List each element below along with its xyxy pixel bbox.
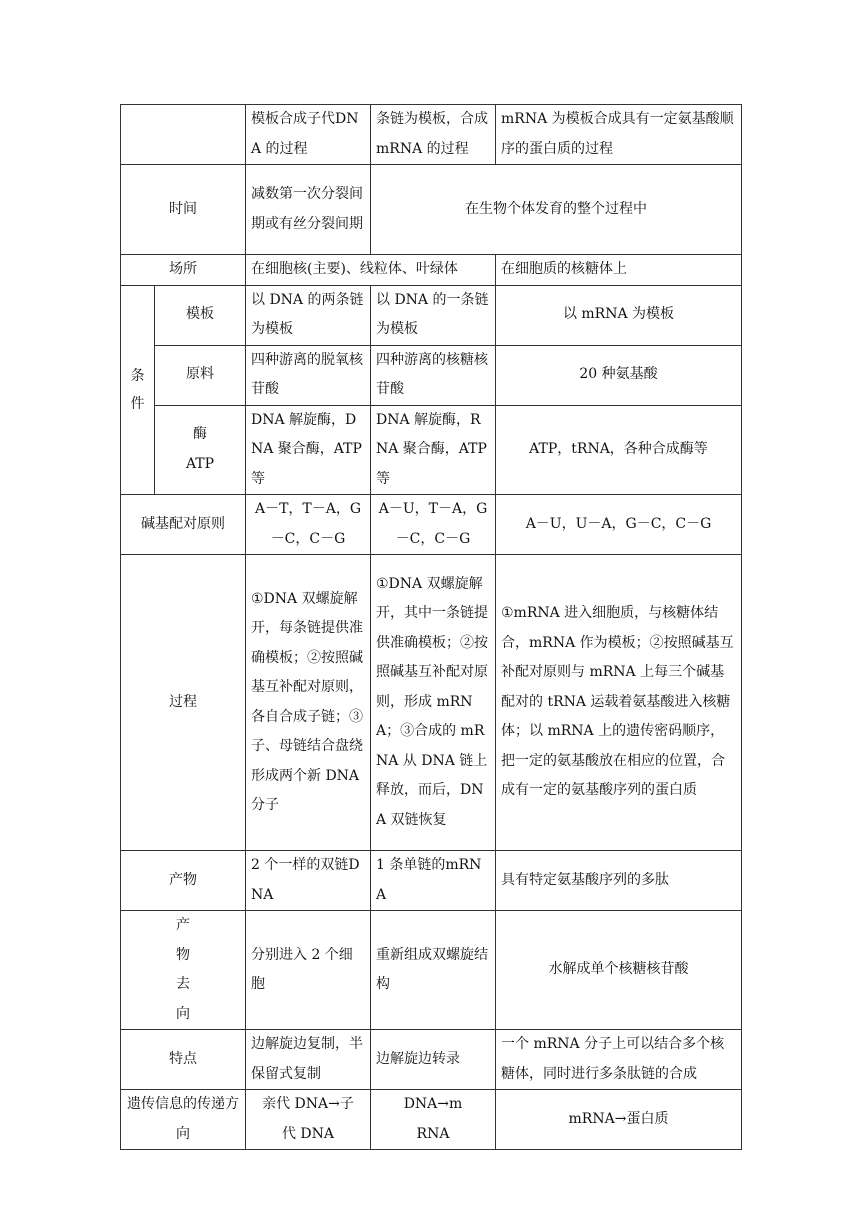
table-row-time bbox=[121, 165, 742, 255]
row-label-material: 原料 bbox=[155, 345, 246, 405]
table-row-product bbox=[121, 851, 742, 911]
table-row-top bbox=[121, 105, 742, 165]
row-label-direction: 遗传信息的传递方向 bbox=[121, 1090, 246, 1150]
translation-product: 具有特定氨基酸序列的多肽 bbox=[496, 851, 742, 911]
replication-process: ①DNA 双螺旋解开，每条链提供准确模板；②按照碱基互补配对原则，各自合成子链；③子、母链结合盘绕形成两个新 DNA 分子 bbox=[246, 555, 371, 851]
row-label-pairing: 碱基配对原则 bbox=[121, 495, 246, 555]
replication-pairing: A－T，T－A，G－C，C－G bbox=[246, 495, 371, 555]
replication-template: 以 DNA 的两条链为模板 bbox=[246, 285, 371, 345]
replication-enzyme: DNA 解旋酶，DNA 聚合酶，ATP 等 bbox=[246, 405, 371, 495]
translation-material: 20 种氨基酸 bbox=[496, 345, 742, 405]
translation-process: ①mRNA 进入细胞质，与核糖体结合，mRNA 作为模板；②按照碱基互补配对原则与 mRNA 上每三个碱基配对的 tRNA 运载着氨基酸进入核糖体；以 mRNA 上的遗传密码顺序，把一定的氨基酸放在相应的位置，合成有一定的氨基酸序列的蛋白质 bbox=[496, 555, 742, 851]
translation-destination: 水解成单个核糖核苷酸 bbox=[496, 911, 742, 1030]
row-label-time: 时间 bbox=[121, 165, 246, 255]
transcription-product: 1 条单链的mRNA bbox=[371, 851, 496, 911]
replication-feature: 边解旋边复制，半保留式复制 bbox=[246, 1030, 371, 1090]
replication-product: 2 个一样的双链DNA bbox=[246, 851, 371, 911]
empty-cell bbox=[121, 105, 246, 165]
table-row-material bbox=[121, 345, 742, 405]
atp-label: ATP bbox=[185, 455, 215, 472]
table-row-enzyme bbox=[121, 405, 742, 495]
row-label-feature: 特点 bbox=[121, 1030, 246, 1090]
table-row-destination bbox=[121, 911, 742, 1030]
translation-template: 以 mRNA 为模板 bbox=[496, 285, 742, 345]
transcription-process: ①DNA 双螺旋解开，其中一条链提供准确模板；②按照碱基互补配对原则，形成 mRNA；③合成的 mRNA 从 DNA 链上释放，而后，DNA 双链恢复 bbox=[371, 555, 496, 851]
condition-label-char-2: 件 bbox=[130, 395, 145, 412]
table-row-feature bbox=[121, 1030, 742, 1090]
replication-material: 四种游离的脱氧核苷酸 bbox=[246, 345, 371, 405]
row-label-process: 过程 bbox=[121, 555, 246, 851]
transcription-translation-time: 在生物个体发育的整个过程中 bbox=[371, 165, 742, 255]
condition-label-char-1: 条 bbox=[130, 367, 145, 384]
row-label-enzyme bbox=[155, 405, 246, 495]
transcription-pairing: A－U，T－A，G－C，C－G bbox=[371, 495, 496, 555]
table-row-direction bbox=[121, 1090, 742, 1150]
replication-transcription-place: 在细胞核(主要)、线粒体、叶绿体 bbox=[246, 255, 496, 286]
replication-definition-tail: 模板合成子代DNA 的过程 bbox=[246, 105, 371, 165]
row-label-place: 场所 bbox=[121, 255, 246, 286]
transcription-definition-tail: 条链为模板，合成mRNA 的过程 bbox=[371, 105, 496, 165]
transcription-feature: 边解旋边转录 bbox=[371, 1030, 496, 1090]
transcription-template: 以 DNA 的一条链为模板 bbox=[371, 285, 496, 345]
transcription-enzyme: DNA 解旋酶，RNA 聚合酶，ATP 等 bbox=[371, 405, 496, 495]
translation-enzyme: ATP，tRNA，各种合成酶等 bbox=[496, 405, 742, 495]
table-row-template bbox=[121, 285, 742, 345]
row-label-product: 产物 bbox=[121, 851, 246, 911]
transcription-destination: 重新组成双螺旋结构 bbox=[371, 911, 496, 1030]
replication-time: 减数第一次分裂间期或有丝分裂间期 bbox=[246, 165, 371, 255]
enzyme-label: 酶 bbox=[193, 426, 207, 443]
translation-direction: mRNA→蛋白质 bbox=[496, 1090, 742, 1150]
comparison-table bbox=[120, 104, 742, 1150]
replication-direction: 亲代 DNA→子代 DNA bbox=[246, 1090, 371, 1150]
row-label-destination: 产物去向 bbox=[121, 911, 246, 1030]
table-row-process bbox=[121, 555, 742, 851]
replication-destination: 分别进入 2 个细胞 bbox=[246, 911, 371, 1030]
translation-place: 在细胞质的核糖体上 bbox=[496, 255, 742, 286]
translation-pairing: A－U，U－A，G－C，C－G bbox=[496, 495, 742, 555]
transcription-direction: DNA→mRNA bbox=[371, 1090, 496, 1150]
translation-definition-tail: mRNA 为模板合成具有一定氨基酸顺序的蛋白质的过程 bbox=[496, 105, 742, 165]
row-label-template: 模板 bbox=[155, 285, 246, 345]
table-row-place bbox=[121, 255, 742, 286]
translation-feature: 一个 mRNA 分子上可以结合多个核糖体，同时进行多条肽链的合成 bbox=[496, 1030, 742, 1090]
transcription-material: 四种游离的核糖核苷酸 bbox=[371, 345, 496, 405]
row-group-label-condition bbox=[121, 285, 155, 495]
table-row-pairing bbox=[121, 495, 742, 555]
